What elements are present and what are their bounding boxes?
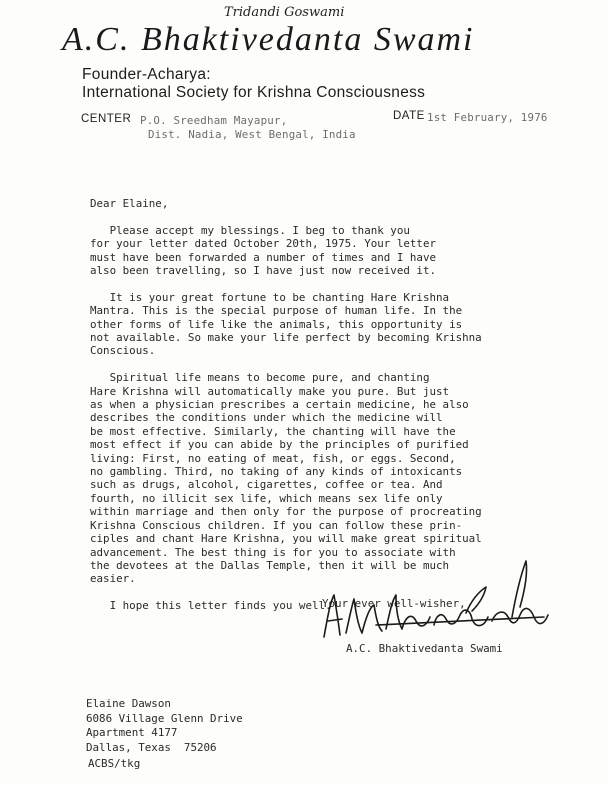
letter-line: as when a physician prescribes a certain medicine, he also <box>90 398 469 412</box>
letter-paragraph <box>90 371 590 586</box>
center-address-line: Dist. Nadia, West Bengal, India <box>148 128 356 141</box>
address-line: Dallas, Texas 75206 <box>86 740 217 754</box>
tridandi-goswami-title: Tridandi Goswami <box>224 5 345 20</box>
center-label: CENTER <box>81 113 132 125</box>
date-label: DATE <box>393 110 425 122</box>
letter-line: advancement. The best thing is for you to associate with <box>90 545 456 559</box>
letter-line: living: First, no eating of meat, fish, or eggs. Second, <box>90 451 456 465</box>
center-address-line: P.O. Sreedham Mayapur, <box>140 114 288 127</box>
letter-line: also been travelling, so I have just now received it. <box>90 264 437 278</box>
letter-line: not available. So make your life perfect by becoming Krishna <box>90 331 482 345</box>
letter-line: be most effective. Similarly, the chanting will have the <box>90 424 456 438</box>
society-name: International Society for Krishna Consciousness <box>82 84 426 101</box>
letter-line: It is your great fortune to be chanting Hare Krishna <box>90 290 450 304</box>
letter-line: within marriage and then only for the purpose of procreating <box>90 505 482 519</box>
letter-line: Spiritual life means to become pure, and chanting <box>90 371 430 385</box>
address-line: Apartment 4177 <box>86 726 178 740</box>
letter-line: other forms of life like the animals, this opportunity is <box>90 317 463 331</box>
letter-line: must have been forwarded a number of times and I have <box>90 250 437 264</box>
letter-line: easier. <box>90 572 136 586</box>
address-line: Elaine Dawson <box>86 697 171 710</box>
closing-line: Your ever well-wisher, <box>322 597 466 610</box>
handwritten-signature <box>316 555 556 645</box>
letter-paragraph <box>90 291 590 358</box>
founder-name-heading: A.C. Bhaktivedanta Swami <box>62 21 475 58</box>
typed-signature-name: A.C. Bhaktivedanta Swami <box>346 642 503 655</box>
letter-line: ciples and chant Hare Krishna, you will make great spiritual <box>90 532 482 546</box>
letter-line: such as drugs, alcohol, cigarettes, coffee or tea. And <box>90 478 443 492</box>
date-value: 1st February, 1976 <box>427 111 548 124</box>
letter-line: Hare Krishna will automatically make you pure. But just <box>90 384 450 398</box>
salutation: Dear Elaine, <box>90 197 169 210</box>
reference-initials: ACBS/tkg <box>88 757 141 770</box>
letter-line: the devotees at the Dallas Temple, then it will be much <box>90 558 450 572</box>
letter-line: fourth, no illicit sex life, which means sex life only <box>90 491 443 505</box>
letter-line: most effect if you can abide by the principles of purified <box>90 438 469 452</box>
address-line: 6086 Village Glenn Drive <box>86 711 243 725</box>
letter-line: Please accept my blessings. I beg to thank you <box>90 223 410 237</box>
letter-line: Mantra. This is the special purpose of human life. In the <box>90 304 463 318</box>
letter-line: for your letter dated October 20th, 1975. Your letter <box>90 237 437 251</box>
letter-line: Krishna Conscious children. If you can follow these prin- <box>90 518 463 532</box>
letter-line: describes the conditions under which the medicine will <box>90 411 443 425</box>
founder-acharya-title: Founder-Acharya: <box>82 66 211 83</box>
letter-paragraph <box>90 224 590 278</box>
recipient-address <box>86 697 243 755</box>
letter-line: I hope this letter finds you well. <box>90 599 332 613</box>
letter-line: no gambling. Third, no taking of any kinds of intoxicants <box>90 465 463 479</box>
letter-line: Conscious. <box>90 344 156 358</box>
